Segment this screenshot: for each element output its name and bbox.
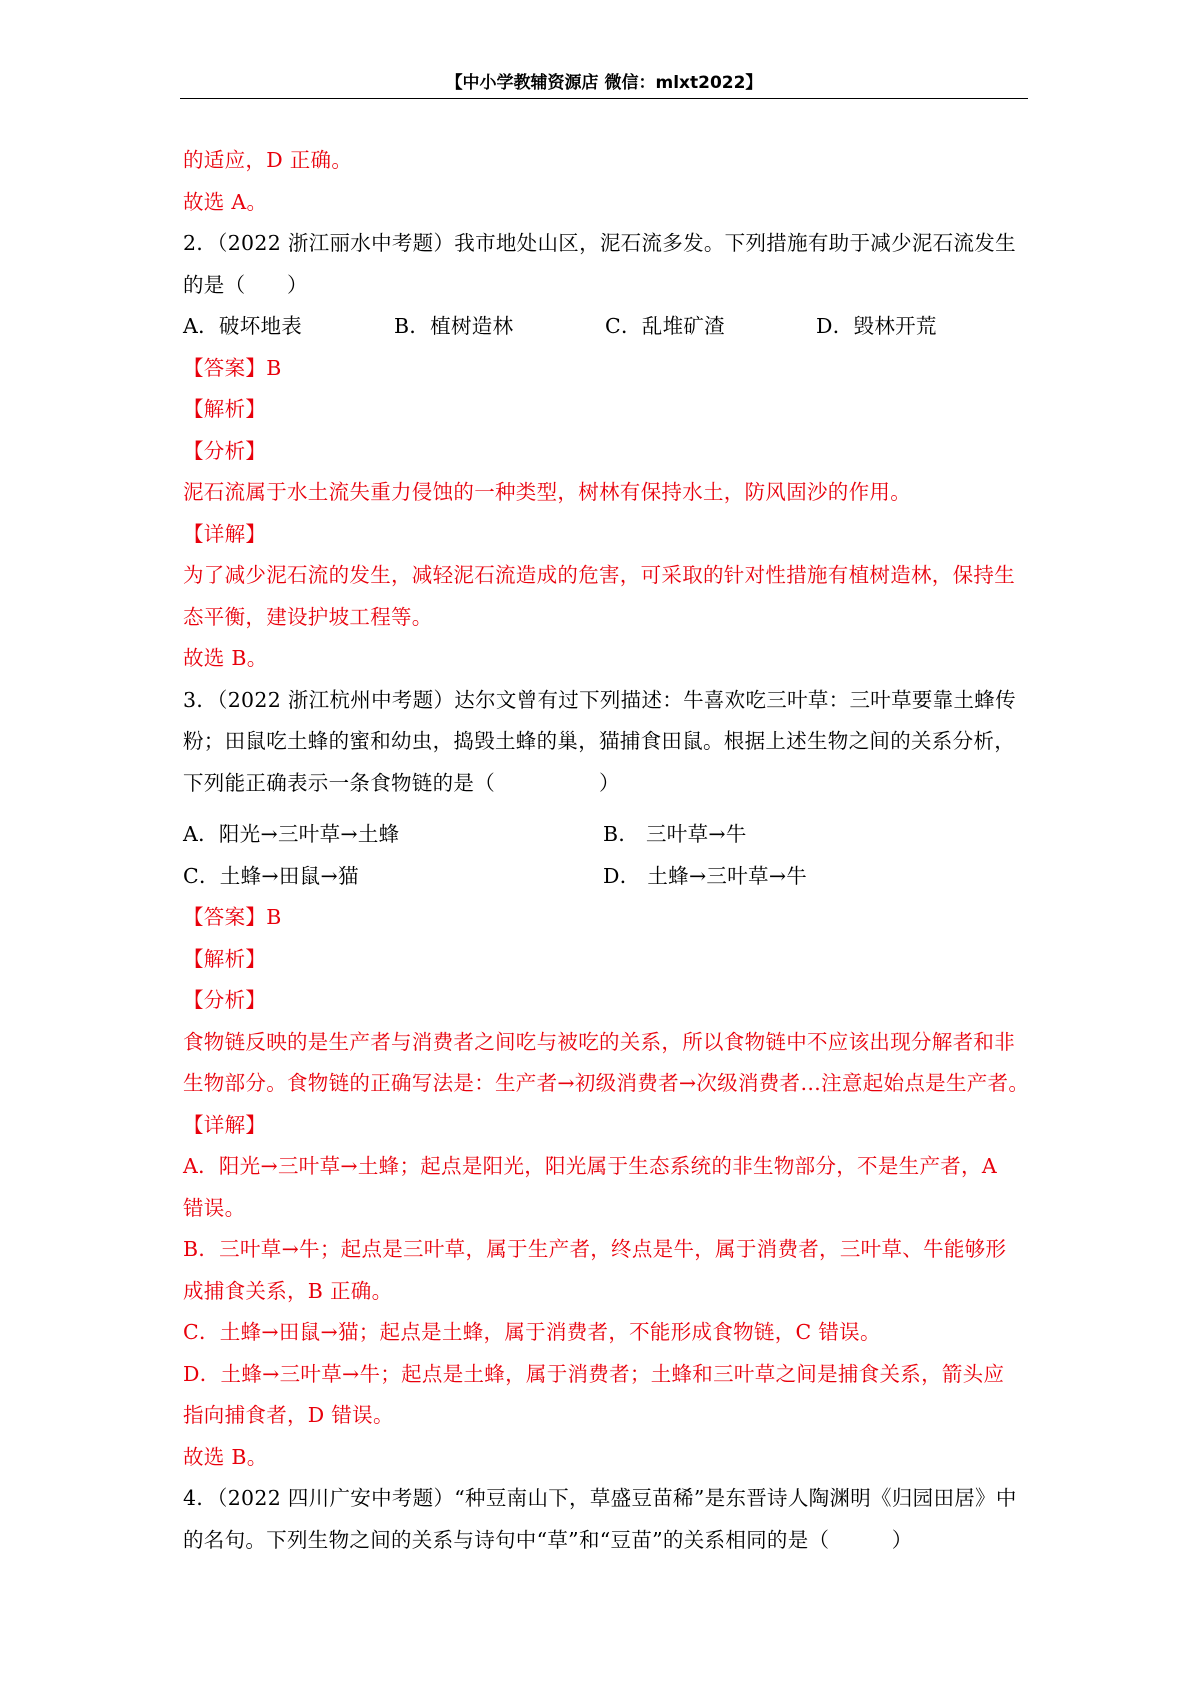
q2-stem-cont: 的是（ ） — [183, 272, 308, 297]
q3-xiangjie-heading: 【详解】 — [183, 1112, 267, 1137]
q3-fenxi-text: 食物链反映的是生产者与消费者之间吃与被吃的关系，所以食物链中不应该出现分解者和非 — [183, 1029, 1015, 1054]
q2-option-d: D．毁林开荒 — [816, 314, 937, 338]
q2-answer: 【答案】B — [183, 355, 282, 380]
q3-option-b: B． 三叶草→牛 — [603, 822, 747, 846]
q2-option-c: C．乱堆矿渣 — [605, 314, 725, 338]
q3-fenxi-heading: 【分析】 — [183, 988, 267, 1012]
q3-options-row-2 — [183, 856, 1028, 898]
q2-answer-choice: 故选 B。 — [183, 646, 268, 670]
q3-options-row-1 — [183, 814, 1028, 856]
q2-fenxi-text: 泥石流属于水土流失重力侵蚀的一种类型，树林有保持水土，防风固沙的作用。 — [183, 480, 911, 504]
q3-answer: 【答案】B — [183, 905, 282, 929]
document-body — [183, 140, 1028, 1561]
q3-option-a: A．阳光→三叶草→土蜂 — [183, 822, 400, 846]
q3-detail-b-cont: 成捕食关系，B 正确。 — [183, 1278, 393, 1303]
q2-jiexi-heading: 【解析】 — [183, 397, 267, 421]
q3-answer-choice: 故选 B。 — [183, 1444, 268, 1469]
prev-answer-choice: 故选 A。 — [183, 189, 268, 214]
q2-detail-text-cont: 态平衡，建设护坡工程等。 — [183, 604, 433, 629]
q3-fenxi-text-cont: 生物部分。食物链的正确写法是：生产者→初级消费者→次级消费者…注意起始点是生产者。 — [183, 1071, 1030, 1095]
page-header: 【中小学教辅资源店 微信：mlxt2022】 — [445, 73, 763, 93]
q3-stem-cont: 粉；田鼠吃土蜂的蜜和幼虫，捣毁土蜂的巢，猫捕食田鼠。根据上述生物之间的关系分析， — [183, 729, 1015, 753]
q3-detail-a-cont: 错误。 — [183, 1195, 246, 1220]
q2-option-a: A．破坏地表 — [183, 314, 303, 338]
q3-jiexi-heading: 【解析】 — [183, 946, 267, 971]
q4-stem-cont: 的名句。下列生物之间的关系与诗句中“草”和“豆苗”的关系相同的是（ ） — [183, 1527, 913, 1552]
q4-stem: 4．（2022 四川广安中考题）“种豆南山下，草盛豆苗稀”是东晋诗人陶渊明《归园田居》中 — [183, 1486, 1017, 1510]
header-divider — [180, 98, 1028, 99]
q2-options — [183, 306, 1028, 348]
q3-detail-d: D．土蜂→三叶草→牛；起点是土蜂，属于消费者；土蜂和三叶草之间是捕食关系，箭头应 — [183, 1361, 1005, 1386]
q3-detail-c: C．土蜂→田鼠→猫；起点是土蜂，属于消费者，不能形成食物链，C 错误。 — [183, 1320, 881, 1344]
q2-option-b: B．植树造林 — [394, 314, 514, 338]
q3-option-c: C．土蜂→田鼠→猫 — [183, 863, 359, 888]
q3-stem: 3．（2022 浙江杭州中考题）达尔文曾有过下列描述：牛喜欢吃三叶草：三叶草要靠土蜂传 — [183, 687, 1016, 712]
q3-detail-a: A．阳光→三叶草→土蜂；起点是阳光，阳光属于生态系统的非生物部分，不是生产者，A — [183, 1154, 997, 1178]
q2-detail-text: 为了减少泥石流的发生，减轻泥石流造成的危害，可采取的针对性措施有植树造林，保持生 — [183, 563, 1015, 587]
q2-fenxi-heading: 【分析】 — [183, 438, 267, 463]
prev-explanation-end: 的适应，D 正确。 — [183, 148, 353, 172]
q3-detail-d-cont: 指向捕食者，D 错误。 — [183, 1403, 394, 1427]
q3-stem-cont-2: 下列能正确表示一条食物链的是（ ） — [183, 770, 620, 795]
q3-option-d: D． 土蜂→三叶草→牛 — [603, 863, 808, 888]
q2-stem: 2．（2022 浙江丽水中考题）我市地处山区，泥石流多发。下列措施有助于减少泥石流发生 — [183, 231, 1016, 255]
q3-detail-b: B．三叶草→牛；起点是三叶草，属于生产者，终点是牛，属于消费者，三叶草、牛能够形 — [183, 1237, 1007, 1261]
q2-xiangjie-heading: 【详解】 — [183, 521, 267, 546]
